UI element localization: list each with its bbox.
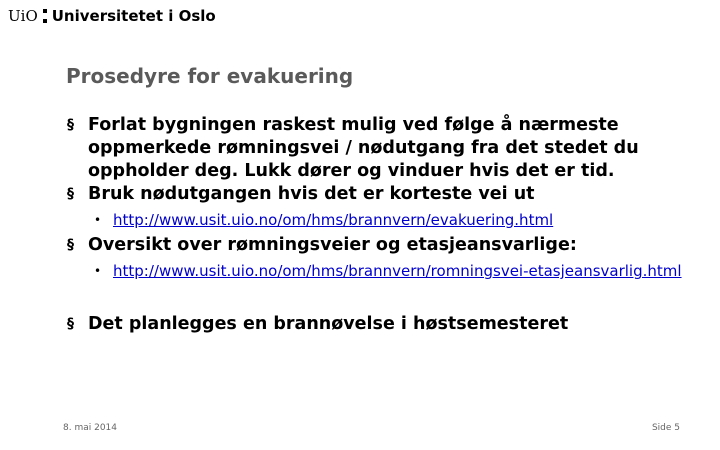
square-bullet-icon: §: [67, 316, 74, 332]
bullet-item: [66, 114, 686, 183]
bullet-item: [66, 313, 686, 336]
bullet-text: Bruk nødutgangen hvis det er korteste vei ut: [88, 184, 535, 204]
footer-page-number: Side 5: [651, 423, 680, 433]
footer-date: 8. mai 2014: [63, 423, 117, 433]
bullet-item: [66, 234, 686, 257]
slide-title: Prosedyre for evakuering: [66, 64, 354, 88]
evakuering-link[interactable]: http://www.usit.uio.no/om/hms/brannvern/evakuering.html: [113, 211, 554, 229]
romningsvei-link[interactable]: http://www.usit.uio.no/om/hms/brannvern/romningsvei-etasjeansvarlig.html: [113, 262, 682, 280]
sub-bullet-item: [66, 210, 686, 230]
spacer: [66, 285, 686, 313]
bullet-text: Oversikt over rømningsveier og etasjeansvarlige:: [88, 235, 577, 255]
square-bullet-icon: §: [67, 237, 74, 253]
dot-bullet-icon: •: [94, 213, 102, 227]
logo-name: Universitetet i Oslo: [51, 7, 216, 25]
slide-body: [66, 114, 686, 336]
bullet-text: Forlat bygningen raskest mulig ved følge å nærmeste oppmerkede rømningsvei / nødutgang fra det stedet du oppholder deg. Lukk dører og vinduer hvis det er tid.: [88, 115, 639, 181]
sub-bullet-item: [66, 261, 686, 281]
square-bullet-icon: §: [67, 117, 74, 133]
bullet-item: [66, 183, 686, 206]
bullet-text: Det planlegges en brannøvelse i høstsemesteret: [88, 314, 569, 334]
uio-logo: [8, 6, 216, 26]
logo-mark: UiO: [8, 7, 38, 25]
logo-separator-icon: [43, 9, 47, 23]
dot-bullet-icon: •: [94, 264, 102, 278]
square-bullet-icon: §: [67, 186, 74, 202]
